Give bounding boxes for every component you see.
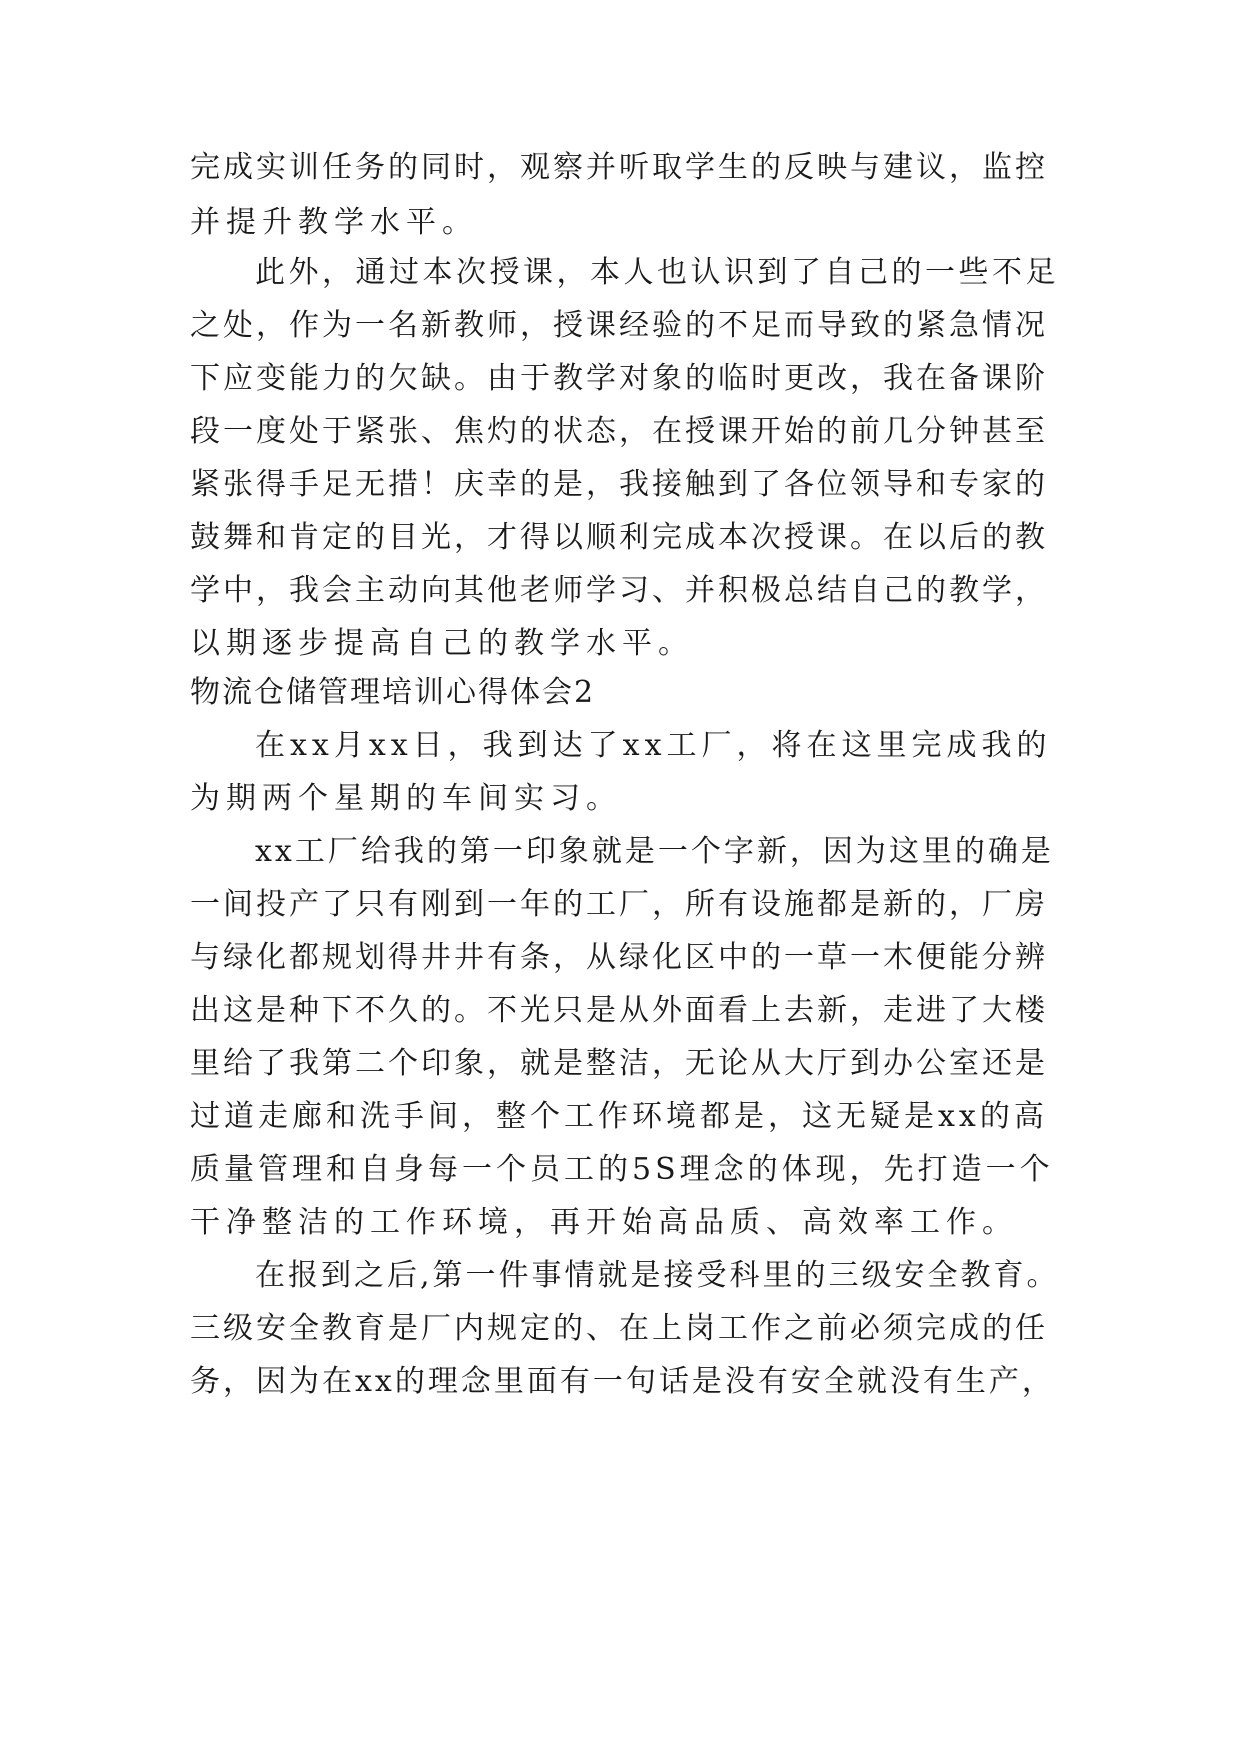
body-text-line: 紧张得手足无措！庆幸的是，我接触到了各位领导和专家的 <box>190 467 1048 502</box>
body-text-line: 干净整洁的工作环境，再开始高品质、高效率工作。 <box>190 1205 1018 1240</box>
body-text-line: 过道走廊和洗手间，整个工作环境都是，这无疑是xx的高 <box>190 1099 1048 1134</box>
body-text-line: 务，因为在xx的理念里面有一句话是没有安全就没有生产， <box>190 1364 1055 1399</box>
body-text-line: 段一度处于紧张、焦灼的状态，在授课开始的前几分钟甚至 <box>190 414 1048 449</box>
paragraph-first-line: 此外，通过本次授课，本人也认识到了自己的一些不足 <box>255 255 1059 290</box>
body-text-line: 之处，作为一名新教师，授课经验的不足而导致的紧急情况 <box>190 308 1048 343</box>
body-text-line: 一间投产了只有刚到一年的工厂，所有设施都是新的，厂房 <box>190 887 1048 922</box>
body-text-line: 完成实训任务的同时，观察并听取学生的反映与建议，监控 <box>190 150 1048 185</box>
body-text-line: 下应变能力的欠缺。由于教学对象的临时更改，我在备课阶 <box>190 361 1048 396</box>
body-text-line: 出这是种下不久的。不光只是从外面看上去新，走进了大楼 <box>190 993 1048 1028</box>
body-text-line: 鼓舞和肯定的目光，才得以顺利完成本次授课。在以后的教 <box>190 520 1048 555</box>
body-text-line: 以期逐步提高自己的教学水平。 <box>190 626 694 661</box>
body-text-line: 质量管理和自身每一个员工的5S理念的体现，先打造一个 <box>190 1152 1054 1187</box>
body-text-line: 并提升教学水平。 <box>190 205 478 240</box>
paragraph-first-line: 在xx月xx日，我到达了xx工厂，将在这里完成我的 <box>255 728 1052 763</box>
paragraph-first-line: 在报到之后,第一件事情就是接受科里的三级安全教育。 <box>255 1258 1060 1293</box>
body-text-line: 里给了我第二个印象，就是整洁，无论从大厅到办公室还是 <box>190 1046 1048 1081</box>
body-text-line: 为期两个星期的车间实习。 <box>190 781 622 816</box>
body-text-line: 三级安全教育是厂内规定的、在上岗工作之前必须完成的任 <box>190 1311 1048 1346</box>
paragraph-first-line: xx工厂给我的第一印象就是一个字新，因为这里的确是 <box>255 834 1054 869</box>
body-text-line: 与绿化都规划得井井有条，从绿化区中的一草一木便能分辨 <box>190 940 1048 975</box>
section-heading: 物流仓储管理培训心得体会2 <box>190 675 596 710</box>
body-text-line: 学中，我会主动向其他老师学习、并积极总结自己的教学， <box>190 573 1048 608</box>
